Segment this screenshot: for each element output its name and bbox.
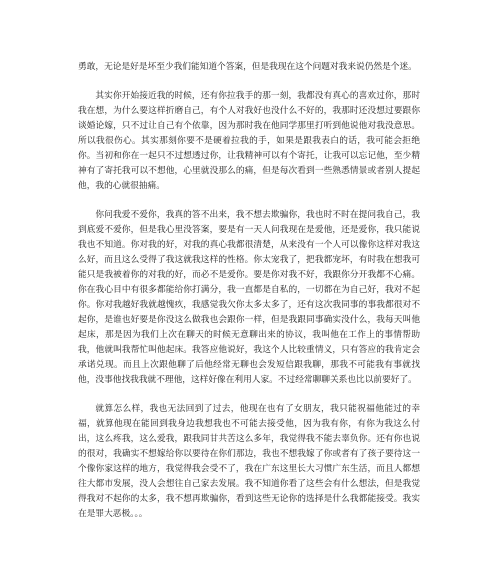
paragraph-continued: 勇敢，无论是好是坏至少我们能知道个答案，但是我现在这个问题对我来说仍然是个迷。 [78, 62, 417, 72]
paragraph: 就算怎么样，我也无法回到了过去，他现在也有了女朋友，我只能祝福他能过的幸福，就算他现在能回到我身边我想我也不可能去接受他，因为我有你，有你为我这么付出，这么疼我，这么爱我，跟我同甘共苦这么多年，我觉得我不能去辜负你。还有你也说的很对，我确实不想嫁给你以要待在你们那边，我也不想我嫁了你或者有了孩子要待这一个像你家这样的地方，我觉得我会受不了，我在广东这里长大习惯广东生活，而且人都想往大都市发展，没人会想往自己家去发展。我不知道你看了这些会有什么想法，但是我觉得我对不起你的太多，我不想再欺骗你，看到这些无论你的选择是什么我都能接受。我实在是罪大恶极。。。 [78, 404, 420, 519]
paragraph: 你问我爱不爱你，我真的答不出来，我不想去欺骗你，我也时不时在提问我自己，我到底爱不爱你，但是我心里没答案，要是有一天人问我现在是爱他，还是爱你，我只能说我也不知道。你对我的好，对我的真心我都很清楚，从来没有一个人可以像你这样对我这么好，而且这么受得了我这就我这样的性格。你太宠我了，把我都宠坏，有时我在想我可能只是我被着你的对我的好，而必不是爱你。要是你对我不好，我跟你分开我都不心痛。你在我心目中有很多都能给你打满分，我一直都是自私的，一切都在为自己好，我对不起你。你对我越好我就越愧疚，我感觉我欠你太多太多了，还有这次我同事的事我都很对不起你，是谁也好要是你没这么做我也会跟你一样，但是我跟同事确实没什么，我每天叫他起床，那是因为我们上次在聊天的时候无意聊出来的协议，我叫他在工作上的事情帮助我，他就叫我帮忙叫他起床。我答应他说好，我这个人比较重情义，只有答应的我肯定会承诺兑现。而且上次跟他聊了后他经常无聊也会发短信跟我聊，那我不可能我有事就找他，没事他找我我就不理他，这样好像在利用人家。不过经常聊聊关系也比以前要好了。 [78, 210, 420, 385]
document-body [78, 60, 420, 522]
paragraph: 其实你开始接近我的时候，还有你拉我手的那一刻，我都没有真心的喜欢过你，那时我在想，为什么要这样折磨自己，有个人对我好也没什么不好的，我那时还没想过要跟你谈婚论嫁，只不过让自己有个依靠，因为那时我在他同学那里打听到他说他对我没意思。所以我很伤心。其实那刻你要不是硬着拉我的手，如果是跟我表白的话，我可能会拒绝你。当初和你在一起只不过想透过你，让我精神可以有个寄托，让我可以忘记他，至少精神有了寄托我可以不想他，心里就没那么的痛，但是每次看到一些熟悉情景或者别人提起他，我的心就很抽痛。 [78, 91, 420, 191]
